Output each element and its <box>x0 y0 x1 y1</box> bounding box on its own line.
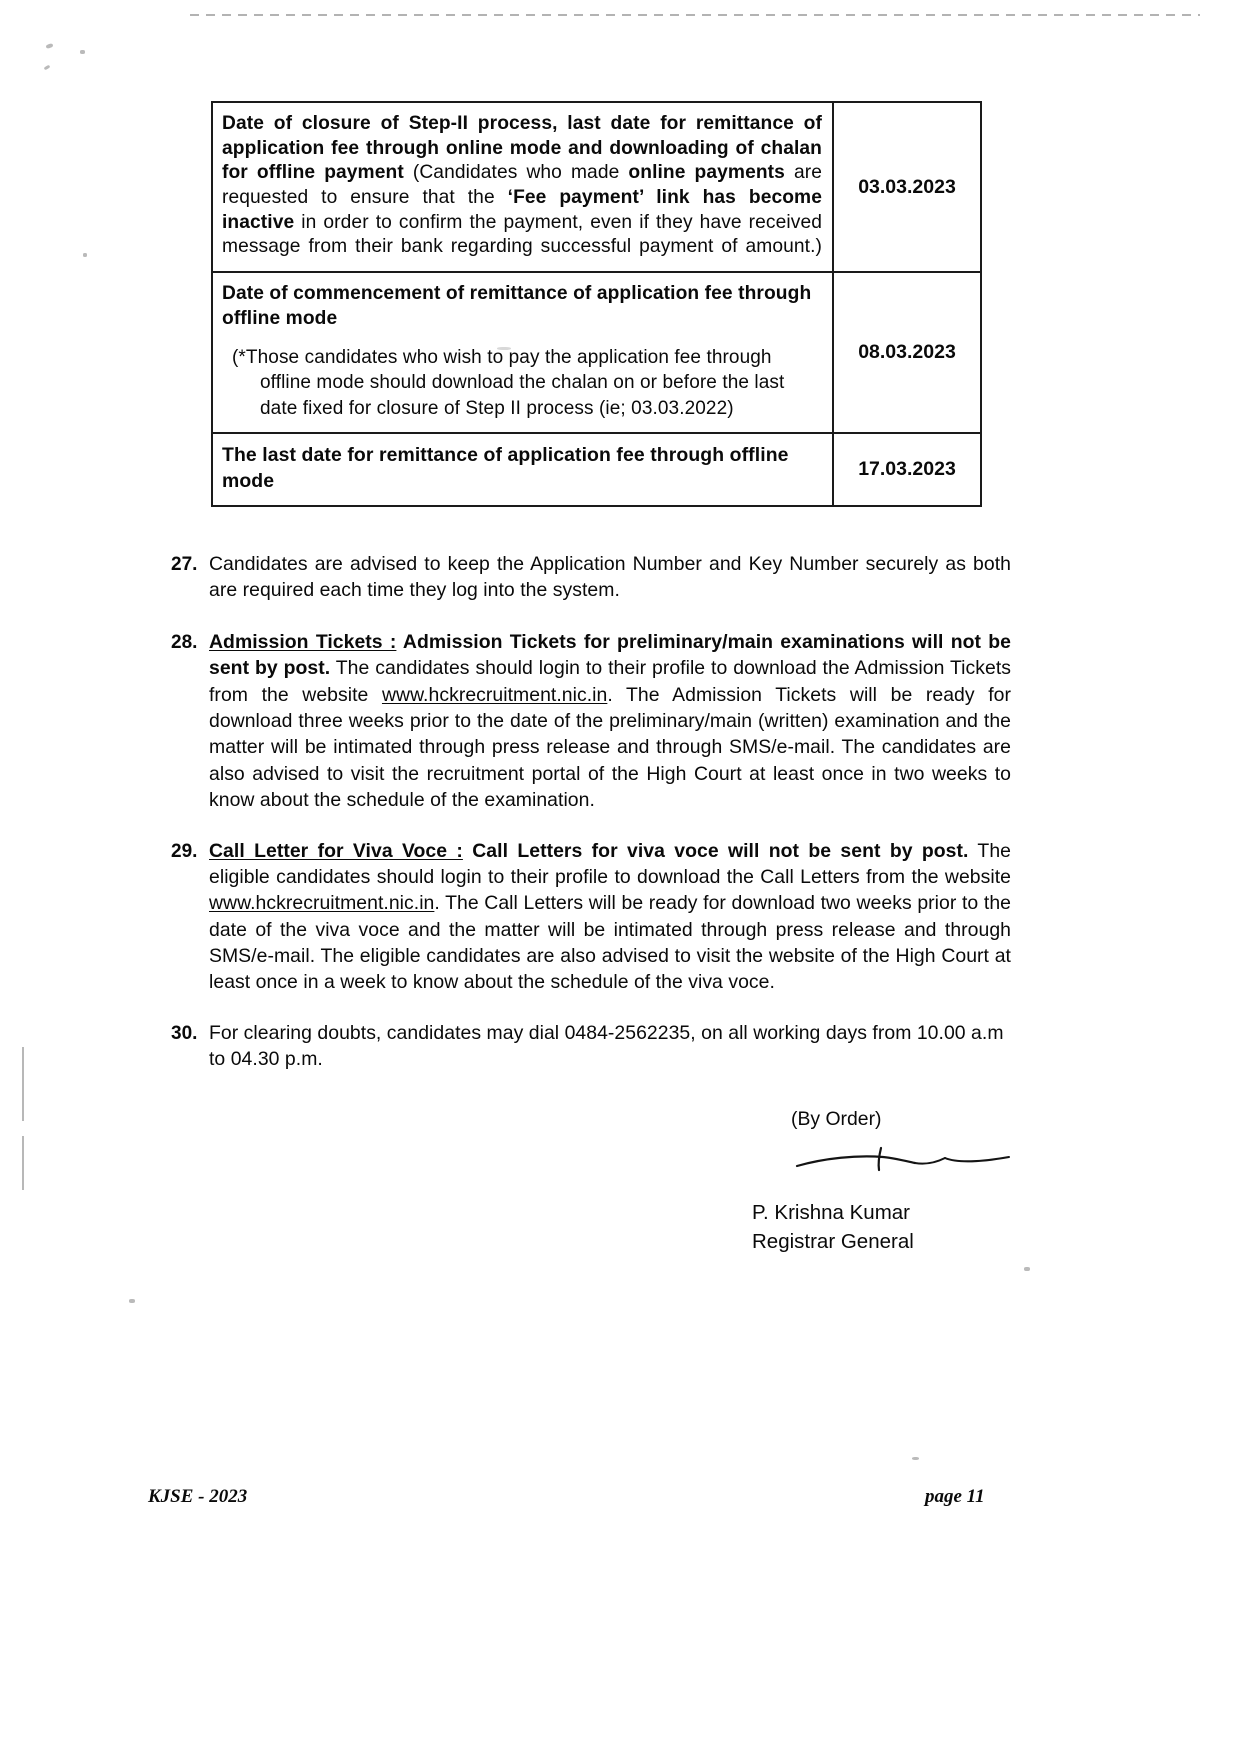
scan-edge-line <box>22 1136 24 1190</box>
signer-name: P. Krishna Kumar <box>752 1201 911 1224</box>
schedule-row-3-description <box>212 433 833 505</box>
clause-27 <box>171 551 1011 604</box>
clause-27-text: Candidates are advised to keep the Application Number and Key Number securely as both are required each time they log into the system. <box>209 553 1011 602</box>
scan-speck <box>46 43 54 49</box>
clause-28-body-2: . The Admission Tickets will be ready for download three weeks prior to the date of the preliminary/main (written) examination and the matter will be intimated through press release and through SMS/e-mail. The candidates are also advised to visit the recruitment portal of the High Court at least once in two weeks to know about the schedule of the examination. <box>209 683 1011 812</box>
row-1-normal-1: (Candidates who made <box>403 162 629 184</box>
row-2-note-line-3: date fixed for closure of Step II process (ie; 03.03.2022) <box>260 397 734 419</box>
scan-edge-line <box>22 1047 24 1121</box>
schedule-row-1-date: 03.03.2023 <box>833 102 981 272</box>
row-1-bold-2: online payments <box>628 162 785 184</box>
clause-30 <box>171 1020 1011 1073</box>
row-2-note-line-2: offline mode should download the chalan on or before the last <box>260 372 785 394</box>
scan-dashed-line-artifact <box>190 14 1200 16</box>
clause-28-bold-lead: Admission Tickets for preliminary/main examinations will not be sent by post. <box>209 630 1012 680</box>
schedule-row-3-heading: The last date for remittance of application fee through offline mode <box>222 444 789 492</box>
clause-30-number: 30. <box>171 1022 198 1044</box>
footer-page-number: page 11 <box>925 1486 985 1507</box>
scan-speck <box>1024 1267 1030 1271</box>
scan-speck <box>80 50 85 54</box>
clause-29-body-1: The eligible candidates should login to their profile to download the Call Letters from the website <box>209 839 1011 888</box>
clause-29-website-link[interactable]: www.hckrecruitment.nic.in <box>209 892 435 915</box>
row-1-normal-3: in order to confirm the payment, even if they have received message from their bank regarding successful payment of amount.) <box>222 211 822 258</box>
schedule-row-2-description <box>212 272 833 433</box>
scan-speck <box>129 1299 135 1303</box>
clause-list <box>171 551 1011 1098</box>
clause-27-number: 27. <box>171 554 198 575</box>
table-row <box>212 272 981 433</box>
handwritten-signature <box>795 1146 1015 1180</box>
clause-29-body-2: . The Call Letters will be ready for download two weeks prior to the date of the viva voce and the matter will be intimated through press release and through SMS/e-mail. The eligible candidates are also advised to visit the website of the High Court at least once in a week to know about the schedule of the viva voce. <box>209 892 1011 994</box>
footer-document-code: KJSE - 2023 <box>148 1486 248 1507</box>
table-row <box>212 102 981 272</box>
row-2-note-line-1: (*Those candidates who wish to pay the application fee through <box>232 346 772 368</box>
schedule-row-1-description <box>212 102 833 272</box>
clause-29-title: Call Letter for Viva Voce : <box>209 839 463 862</box>
clause-28 <box>171 629 1011 814</box>
clause-28-body-1: The candidates should login to their profile to download the Admission Tickets from the website <box>209 657 1012 706</box>
schedule-row-2-note <box>222 345 822 421</box>
schedule-row-2-date: 08.03.2023 <box>833 272 981 433</box>
clause-29-text <box>209 838 1011 996</box>
clause-28-title: Admission Tickets : <box>209 630 397 653</box>
signer-designation: Registrar General <box>752 1230 914 1254</box>
scan-speck <box>912 1457 919 1460</box>
clause-29-bold-lead: Call Letters for viva voce will not be sent by post. <box>462 839 969 862</box>
row-1-bold-3: ‘Fee payment’ link has become inactive <box>222 187 822 233</box>
table-row <box>212 433 981 505</box>
clause-29-number: 29. <box>171 840 198 862</box>
scan-speck <box>44 65 51 71</box>
row-1-normal-2: are requested to ensure that the <box>222 162 823 209</box>
clause-28-text <box>209 629 1011 814</box>
schedule-table <box>211 101 982 507</box>
schedule-row-3-date: 17.03.2023 <box>833 433 981 505</box>
clause-28-website-link[interactable]: www.hckrecruitment.nic.in <box>381 683 608 706</box>
clause-28-number: 28. <box>171 631 198 653</box>
clause-30-text: For clearing doubts, candidates may dial 0484-2562235, on all working days from 10.00 a.m to 04.30 p.m. <box>209 1021 1004 1071</box>
schedule-row-2-heading: Date of commencement of remittance of application fee through offline mode <box>222 283 812 329</box>
scan-speck <box>83 253 87 257</box>
signer-block <box>752 1198 914 1256</box>
clause-29 <box>171 838 1011 996</box>
row-1-bold-heading: Date of closure of Step-II process, last date for remittance of application fee through online mode and downloading of chalan for offline payment <box>222 113 822 184</box>
by-order-label: (By Order) <box>791 1108 882 1130</box>
